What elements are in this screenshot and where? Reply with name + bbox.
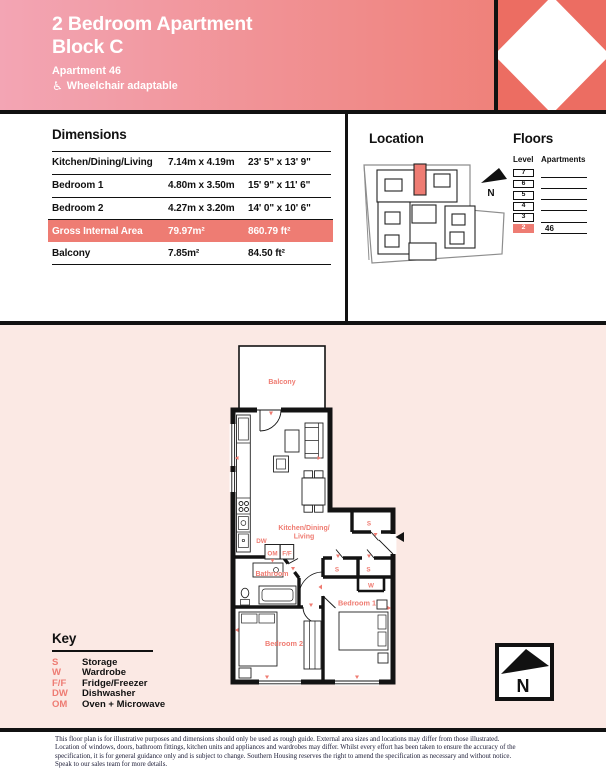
floor-row-level-5	[513, 190, 591, 201]
disclaimer-line: This floor plan is for illustrative purposes and dimensions should only be used as rough guide. External area sizes and locations may differ from those illustrated.	[55, 736, 500, 743]
oven-microwave-label: OM	[267, 550, 278, 558]
level-box: 3	[513, 213, 534, 222]
level-box: 5	[513, 191, 534, 200]
balcony-outline	[239, 346, 325, 410]
toilet	[241, 588, 249, 598]
floor-row-level-3	[513, 212, 591, 223]
level-box: 2	[513, 224, 534, 233]
room-name: Kitchen/Dining/Living	[52, 157, 153, 169]
imperial-size: 23' 5" x 13' 9"	[248, 157, 311, 169]
imperial-size: 14' 0" x 10' 6"	[248, 202, 311, 214]
dimensions-title: Dimensions	[52, 127, 127, 142]
level-box: 4	[513, 202, 534, 211]
dimensions-table	[52, 151, 331, 265]
key-abbr: DW	[52, 688, 68, 700]
compass-north-icon	[499, 647, 550, 697]
key-label: Storage	[82, 657, 118, 668]
dimensions-panel	[52, 127, 331, 265]
room-name: Gross Internal Area	[52, 225, 143, 237]
fridge-freezer-label: F/F	[282, 550, 292, 558]
page-title-line1: 2 Bedroom Apartment	[52, 13, 253, 35]
apartments-line	[541, 210, 587, 211]
key-underline	[52, 650, 153, 652]
storage-label: S	[366, 520, 372, 528]
wheelchair-label: Wheelchair adaptable	[66, 80, 178, 92]
level-box: 7	[513, 169, 534, 178]
imperial-size: 860.79 ft²	[248, 225, 291, 237]
apartments-line	[541, 233, 587, 234]
bedside-table	[378, 653, 388, 663]
apartments-line	[541, 188, 587, 189]
side-table	[285, 430, 299, 452]
key-label: Fridge/Freezer	[82, 677, 148, 689]
north-label: N	[487, 188, 495, 199]
disclaimer-line: specification, it is for general guidance only and is subject to change. Southern Housing reserves the right to amend the specification as necessary and without notice.	[55, 752, 512, 760]
storage-label: S	[366, 566, 371, 574]
apartment-floorplan-drawing	[225, 340, 405, 688]
floor-row-level-6	[513, 179, 591, 190]
room-name: Balcony	[52, 247, 91, 259]
brand-diamond-block	[498, 0, 606, 110]
compass-north-label: N	[516, 676, 530, 696]
rule-above-footer	[0, 728, 606, 732]
table-row	[52, 197, 331, 220]
bathroom-label: Bathroom	[255, 571, 289, 578]
floor-row-level-7	[513, 168, 591, 179]
kitchen-label-line1: Kitchen/Dining/	[278, 525, 330, 532]
level-column-header: Level	[513, 155, 534, 164]
floor-row-level-2-highlighted	[513, 223, 591, 234]
metric-size: 7.85m²	[168, 247, 200, 259]
highlighted-apartment-unit	[414, 164, 426, 195]
location-title: Location	[369, 131, 424, 146]
dining-table	[302, 478, 325, 505]
metric-size: 7.14m x 4.19m	[168, 157, 235, 169]
apartments-line	[541, 177, 587, 178]
rule-vertical-divider	[345, 114, 348, 322]
apartment-number: Apartment 46	[52, 65, 121, 77]
table-row-gross-internal-area	[48, 219, 333, 242]
imperial-size: 15' 9" x 11' 6"	[248, 180, 311, 192]
key-title: Key	[52, 631, 77, 646]
bedside-table	[377, 600, 387, 609]
key-label: Oven + Microwave	[82, 698, 166, 710]
level-box: 6	[513, 180, 534, 189]
bedroom2-label: Bedroom 2	[264, 639, 304, 648]
bedside-table	[239, 668, 251, 678]
site-plan-drawing	[352, 150, 512, 275]
bedroom1-label: Bedroom 1	[337, 598, 377, 608]
page-title-line2: Block C	[52, 35, 124, 58]
key-entry	[52, 700, 165, 710]
dishwasher-label: DW	[256, 538, 267, 545]
apartment-number-value: 46	[545, 223, 554, 233]
floors-title: Floors	[513, 131, 554, 146]
key-panel	[52, 631, 165, 710]
key-abbr: S	[52, 657, 59, 668]
room-name: Bedroom 1	[52, 180, 104, 192]
north-arrow-icon	[481, 168, 507, 183]
metric-size: 4.27m x 3.20m	[168, 202, 235, 214]
disclaimer-line: Speak to our sales team for more details.	[55, 761, 168, 769]
rule-below-header	[0, 110, 606, 114]
balcony-label: Balcony	[268, 379, 296, 386]
apartments-line	[541, 222, 587, 223]
floor-row-level-4	[513, 201, 591, 212]
key-label: Dishwasher	[82, 688, 136, 700]
disclaimer-text	[55, 736, 595, 770]
wheelchair-icon: ♿	[52, 79, 63, 93]
kitchen-label-line2: Living	[293, 533, 315, 541]
key-abbr: F/F	[52, 677, 67, 689]
imperial-size: 84.50 ft²	[248, 247, 285, 259]
apartments-line	[541, 199, 587, 200]
metric-size: 4.80m x 3.50m	[168, 180, 235, 192]
table-row	[52, 174, 331, 197]
key-abbr: OM	[52, 698, 68, 710]
floors-panel	[513, 131, 591, 235]
site-location-map	[352, 150, 512, 280]
table-row	[52, 242, 331, 264]
key-abbr: W	[52, 667, 61, 679]
metric-size: 79.97m²	[168, 225, 205, 237]
diamond-icon	[498, 0, 606, 110]
bedroom2-wardrobe	[304, 621, 321, 669]
disclaimer-line: Location of windows, doors, bathroom fittings, kitchen units and appliances and wardrobes may differ. Whilst every effort has been taken to ensure the accuracy of the	[55, 744, 516, 752]
key-label: Wardrobe	[82, 667, 126, 679]
apartments-column-header: Apartments	[541, 155, 586, 164]
room-name: Bedroom 2	[52, 202, 104, 214]
storage-label: S	[334, 566, 340, 574]
compass-box	[495, 643, 554, 701]
table-row	[52, 151, 331, 174]
entrance-arrow-icon	[396, 532, 405, 542]
wardrobe-label: W	[368, 582, 374, 590]
